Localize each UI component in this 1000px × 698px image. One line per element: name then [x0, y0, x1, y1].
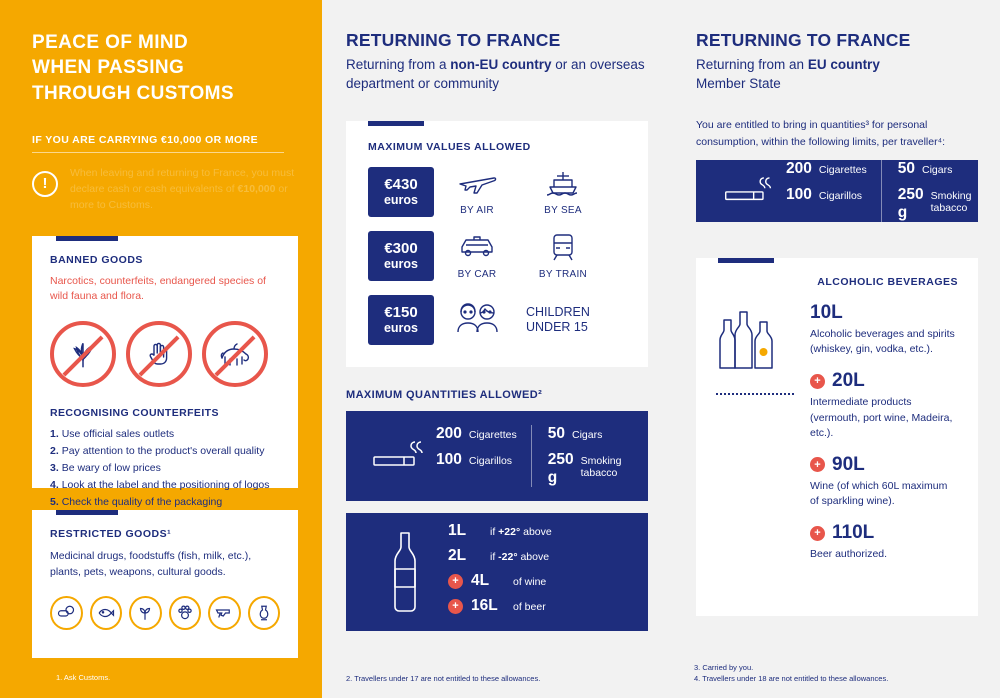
alcoholic-desc: Alcoholic beverages and spirits (whiskey, gin, vodka, etc.). [810, 327, 955, 356]
carrying-cash-row [32, 165, 298, 214]
tobacco-label: Smoking tabacco [580, 455, 622, 480]
carrying-cash-text [70, 165, 298, 214]
tobacco-label: Cigarettes [818, 163, 867, 176]
right-subtitle-pre: Returning from an [696, 57, 808, 72]
mode-label: BY SEA [544, 205, 582, 217]
cigarette-icon [712, 176, 786, 206]
tobacco-qty: 250 g [547, 451, 574, 487]
restricted-goods-text: Medicinal drugs, foodstuffs (fish, milk, etc.), plants, pets, weapons, cultural goods. [50, 549, 252, 578]
alcohol-qty: 1L [448, 522, 467, 540]
tobacco-label: Cigarillos [468, 455, 513, 468]
note-post: above [517, 551, 550, 564]
tobacco-quantities [436, 425, 632, 487]
middle-subtitle [346, 55, 648, 93]
restricted-goods-icons [50, 596, 280, 630]
alcohol-qty: 4L [471, 572, 490, 590]
value-unit: euros [383, 192, 419, 207]
right-subtitle-post: Member State [696, 76, 781, 92]
tobacco-label: Cigars [571, 429, 603, 442]
list-item-text: Pay attention to the product's overall quality [61, 445, 265, 458]
alcohol-row [448, 597, 632, 615]
tobacco-label: Smoking tabacco [930, 189, 972, 214]
alcoholic-items [810, 302, 958, 576]
eu-tobacco-quantities [786, 160, 971, 222]
value-unit: euros [383, 256, 419, 271]
list-item-number: 5. [50, 496, 59, 509]
alcohol-row [448, 547, 632, 565]
bottle-icon [362, 529, 448, 615]
maximum-quantities-title: MAXIMUM QUANTITIES ALLOWED² [346, 389, 543, 402]
tobacco-row [548, 451, 632, 487]
tobacco-qty: 100 [436, 451, 462, 469]
plus-icon: + [448, 574, 463, 589]
list-item-number: 2. [50, 445, 59, 458]
list-item [50, 477, 280, 494]
list-item [50, 443, 280, 460]
dotted-divider [716, 393, 794, 395]
alcoholic-item [810, 522, 958, 562]
maximum-values-card [346, 121, 648, 367]
tobacco-col-right [881, 160, 972, 222]
carry-text-part-1: When leaving and returning to France, you must declare cash or cash equivalents of [70, 166, 295, 196]
alcoholic-item [810, 370, 958, 441]
note-post: above [520, 526, 552, 539]
value-amount: €150 [384, 304, 418, 322]
value-amount: €430 [384, 176, 418, 194]
children-icon [434, 301, 520, 340]
tobacco-row [548, 425, 632, 443]
list-item-text: Use official sales outlets [61, 428, 175, 441]
alcoholic-desc: Beer authorized. [810, 548, 888, 561]
tobacco-qty: 100 [786, 185, 812, 203]
tobacco-row [436, 425, 517, 443]
recognising-counterfeits-list [50, 426, 280, 511]
title-line-1: PEACE OF MIND [32, 32, 189, 53]
plant-icon [129, 596, 162, 630]
restricted-goods-card [32, 510, 298, 658]
value-row-car-train [368, 231, 628, 281]
eu-intro-text: You are entitled to bring in quantities³ for personal consumption, within the following limits, per traveller⁴: [696, 119, 946, 148]
mode-by-air [434, 168, 520, 216]
alcohol-row [448, 572, 632, 590]
value-amount: €300 [384, 240, 418, 258]
children-under-15-label [526, 305, 590, 336]
footnote-4: 4. Travellers under 18 are not entitled to these allowances. [694, 673, 889, 683]
alcoholic-amount: 10L [810, 301, 843, 323]
list-item-number: 4. [50, 479, 59, 492]
alcohol-lines [448, 522, 632, 622]
airplane-icon [457, 168, 497, 198]
tobacco-label: Cigarillos [818, 189, 863, 202]
middle-panel-non-eu [322, 0, 670, 698]
note-bold: -22° [498, 551, 518, 564]
ship-icon [543, 168, 583, 198]
mode-label: BY TRAIN [538, 269, 588, 281]
value-row-children [368, 295, 628, 345]
recognising-counterfeits-title: RECOGNISING COUNTERFEITS [50, 407, 219, 420]
children-label-line-2: UNDER 15 [526, 320, 588, 335]
card-tab [56, 236, 118, 241]
list-item [50, 460, 280, 477]
tobacco-col-right [531, 425, 632, 487]
tobacco-qty: 50 [897, 159, 915, 177]
mode-by-train [520, 232, 606, 280]
tobacco-col-left [436, 425, 517, 487]
mode-by-car [434, 232, 520, 280]
divider [32, 152, 284, 153]
note-pre: if [490, 526, 499, 539]
restricted-goods-title: RESTRICTED GOODS¹ [50, 527, 172, 540]
list-item [50, 426, 280, 443]
alcohol-allowance-box [346, 513, 648, 631]
tobacco-label: Cigarettes [468, 429, 517, 442]
train-icon [543, 232, 583, 262]
card-tab [368, 121, 424, 126]
alcoholic-item-head [810, 522, 958, 544]
alcohol-note: of beer [513, 601, 546, 614]
middle-subtitle-pre: Returning from a [346, 57, 451, 72]
list-item-text: Look at the label and the positioning of logos [61, 479, 270, 492]
list-item-number: 1. [50, 428, 59, 441]
alcoholic-item-head [810, 454, 958, 476]
maximum-values-title: MAXIMUM VALUES ALLOWED [368, 141, 531, 154]
value-chip-150 [368, 295, 434, 345]
tobacco-label: Cigars [921, 163, 953, 176]
banned-goods-card [32, 236, 298, 509]
alcohol-qty: 2L [448, 547, 467, 565]
alcoholic-beverages-title: ALCOHOLIC BEVERAGES [817, 275, 958, 288]
hand-counterfeit-banned-icon [126, 321, 192, 387]
cannabis-leaf-banned-icon [50, 321, 116, 387]
note-pre: if [490, 551, 499, 564]
fish-icon [90, 596, 123, 630]
banned-goods-title: BANNED GOODS [50, 253, 143, 266]
list-item [50, 494, 280, 511]
weapon-icon [208, 596, 241, 630]
tobacco-row [786, 186, 867, 204]
tobacco-qty: 200 [786, 159, 812, 177]
middle-footnote: 2. Travellers under 17 are not entitled to these allowances. [346, 673, 541, 683]
middle-subtitle-post: or an overseas department or community [346, 57, 645, 92]
value-chip-430 [368, 167, 434, 217]
right-panel-eu [670, 0, 1000, 698]
car-icon [457, 232, 497, 262]
card-tab [718, 258, 774, 263]
value-chip-300 [368, 231, 434, 281]
right-footnotes [694, 662, 888, 685]
card-tab [56, 510, 118, 515]
alcohol-note [490, 526, 552, 538]
alcoholic-item [810, 454, 958, 509]
alcoholic-item-head [810, 370, 958, 392]
value-row-air-sea [368, 167, 628, 217]
plus-icon: + [810, 457, 825, 472]
pills-icon [50, 596, 83, 630]
carry-amount: €10,000 [237, 183, 276, 196]
tobacco-col-left [786, 160, 867, 222]
children-label-line-1: CHILDREN [526, 304, 590, 319]
alcoholic-amount: 20L [832, 370, 865, 392]
tobacco-qty: 250 g [897, 185, 924, 221]
middle-subtitle-bold: non-EU country [450, 57, 552, 72]
mode-label: BY CAR [457, 269, 497, 281]
footnote-3: 3. Carried by you. [694, 662, 754, 672]
right-title: RETURNING TO FRANCE [696, 30, 911, 50]
plus-icon: + [448, 599, 463, 614]
banned-goods-subtitle: Narcotics, counterfeits, endangered species of wild fauna and flora. [50, 274, 266, 303]
note-bold: +22° [498, 526, 521, 539]
alcohol-note: of wine [513, 576, 547, 589]
mode-label: BY AIR [460, 205, 494, 217]
mode-by-sea [520, 168, 606, 216]
warning-icon: ! [32, 171, 58, 197]
paw-icon [169, 596, 202, 630]
bottles-icon [716, 302, 796, 576]
cigarette-icon [362, 440, 436, 472]
alcoholic-amount: 90L [832, 453, 865, 475]
page-title [32, 30, 298, 106]
banned-goods-icons [50, 321, 280, 387]
eu-tobacco-allowance-box [696, 160, 978, 222]
tobacco-allowance-box [346, 411, 648, 501]
alcoholic-desc: Intermediate products (vermouth, port wine, Madeira, etc.). [810, 396, 953, 439]
carrying-cash-heading: IF YOU ARE CARRYING €10,000 OR MORE [32, 133, 258, 146]
cultural-goods-icon [248, 596, 281, 630]
tobacco-qty: 50 [547, 425, 565, 443]
alcoholic-desc: Wine (of which 60L maximum of sparkling wine). [810, 479, 948, 508]
endangered-animal-banned-icon [202, 321, 268, 387]
title-line-3: THROUGH CUSTOMS [32, 82, 234, 104]
right-subtitle-bold: EU country [807, 57, 880, 72]
title-line-2: WHEN PASSING [32, 57, 185, 79]
tobacco-row [898, 160, 972, 178]
carry-text-part-2: or more to Customs. [70, 183, 288, 212]
left-footnote: 1. Ask Customs. [56, 673, 111, 682]
plus-icon: + [810, 374, 825, 389]
list-item-number: 3. [50, 462, 59, 475]
tobacco-row [436, 451, 517, 469]
alcoholic-beverages-body [716, 302, 958, 576]
value-unit: euros [383, 320, 419, 335]
alcohol-qty: 16L [471, 597, 498, 615]
alcoholic-item-head [810, 302, 958, 324]
alcoholic-beverages-card [696, 258, 978, 616]
tobacco-qty: 200 [436, 425, 462, 443]
tobacco-row [786, 160, 867, 178]
alcoholic-amount: 110L [832, 522, 875, 544]
alcohol-row [448, 522, 632, 540]
alcoholic-item [810, 302, 958, 357]
plus-icon: + [810, 526, 825, 541]
right-subtitle [696, 55, 978, 93]
left-orange-panel [0, 0, 322, 698]
list-item-text: Check the quality of the packaging [61, 496, 223, 509]
alcohol-note [490, 551, 549, 563]
middle-title: RETURNING TO FRANCE [346, 30, 561, 50]
tobacco-row [898, 186, 972, 222]
list-item-text: Be wary of low prices [61, 462, 161, 475]
